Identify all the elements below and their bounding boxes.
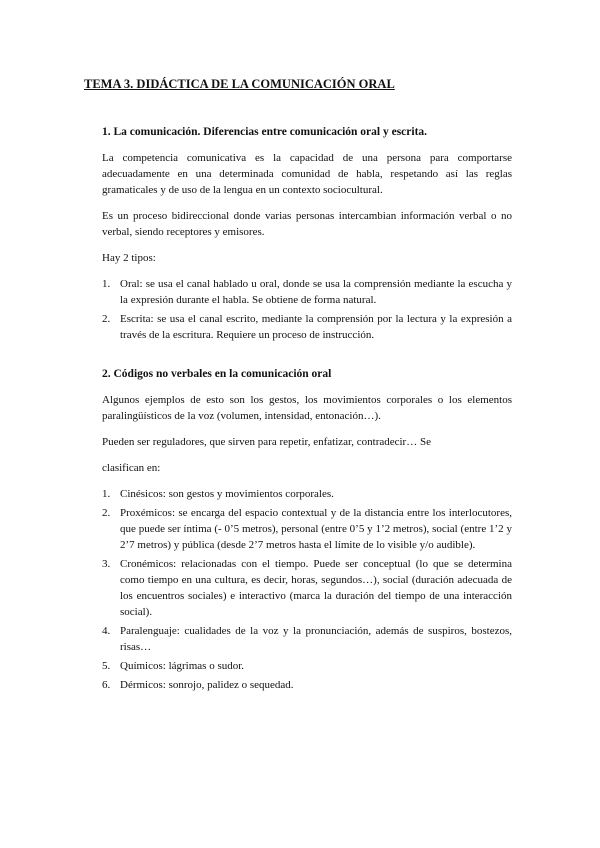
paragraph: clasifican en: bbox=[102, 462, 161, 474]
paragraph: La competencia comunicativa es la capacidad de una persona para comportarse adecuadamente en una determinada comunidad de habla, respetando así las reglas gramaticales y de uso de la lengua en un contexto sociocultural. bbox=[102, 152, 512, 196]
section-nonverbal-codes bbox=[102, 367, 512, 696]
list-number: 2. bbox=[102, 507, 111, 519]
list-item-text: Cinésicos: son gestos y movimientos corporales. bbox=[120, 488, 334, 500]
list-item-text: Escrita: se usa el canal escrito, mediante la comprensión por la lectura y la expresión a través de la escritura. Requiere un proceso de instrucción. bbox=[120, 313, 512, 341]
list-item bbox=[102, 486, 512, 502]
list-number: 1. bbox=[102, 488, 111, 500]
list-item bbox=[102, 276, 512, 308]
list-item bbox=[102, 677, 512, 693]
list-number: 1. bbox=[102, 278, 111, 290]
list-number: 4. bbox=[102, 625, 111, 637]
nonverbal-codes-list bbox=[102, 486, 512, 693]
list-item-text: Químicos: lágrimas o sudor. bbox=[120, 660, 245, 672]
list-item-text: Proxémicos: se encarga del espacio contextual y de la distancia entre los interlocutores, que puede ser íntima (- 0’5 metros), personal (entre 0’5 y 1’2 metros), social (entre 1’2 y 2’7 metros) y pública (desde 2’7 metros hasta el límite de lo visible y/o audible). bbox=[120, 507, 512, 551]
list-item-text: Oral: se usa el canal hablado u oral, donde se usa la comprensión mediante la escucha y la expresión durante el habla. Se obtiene de forma natural. bbox=[120, 278, 512, 306]
communication-types-list bbox=[102, 276, 512, 343]
list-item-text: Cronémicos: relacionadas con el tiempo. Puede ser conceptual (lo que se determina como tiempo en una cultura, es decir, horas, segundos…), social (duración adecuada de los encuentros sociales) e interactivo (marca la duración del tiempo de una interacción social). bbox=[120, 558, 512, 618]
list-number: 3. bbox=[102, 558, 111, 570]
section-heading: 2. Códigos no verbales en la comunicación oral bbox=[102, 368, 332, 380]
list-item bbox=[102, 505, 512, 553]
paragraph: Es un proceso bidireccional donde varias personas intercambian información verbal o no verbal, siendo receptores y emisores. bbox=[102, 210, 512, 238]
paragraph: Pueden ser reguladores, que sirven para repetir, enfatizar, contradecir… Se bbox=[102, 436, 431, 448]
list-number: 5. bbox=[102, 660, 111, 672]
paragraph: Hay 2 tipos: bbox=[102, 252, 156, 264]
list-item-text: Dérmicos: sonrojo, palidez o sequedad. bbox=[120, 679, 294, 691]
list-number: 6. bbox=[102, 679, 111, 691]
list-item bbox=[102, 556, 512, 620]
section-heading: 1. La comunicación. Diferencias entre comunicación oral y escrita. bbox=[102, 126, 428, 138]
list-number: 2. bbox=[102, 313, 111, 325]
list-item bbox=[102, 311, 512, 343]
list-item bbox=[102, 658, 512, 674]
paragraph: Algunos ejemplos de esto son los gestos, los movimientos corporales o los elementos paralingüísticos de la voz (volumen, intensidad, entonación…). bbox=[102, 394, 512, 422]
section-communication bbox=[102, 125, 512, 346]
list-item bbox=[102, 623, 512, 655]
document-title: TEMA 3. DIDÁCTICA DE LA COMUNICACIÓN ORAL bbox=[84, 77, 395, 91]
list-item-text: Paralenguaje: cualidades de la voz y la pronunciación, además de suspiros, bostezos, risas… bbox=[120, 625, 512, 653]
